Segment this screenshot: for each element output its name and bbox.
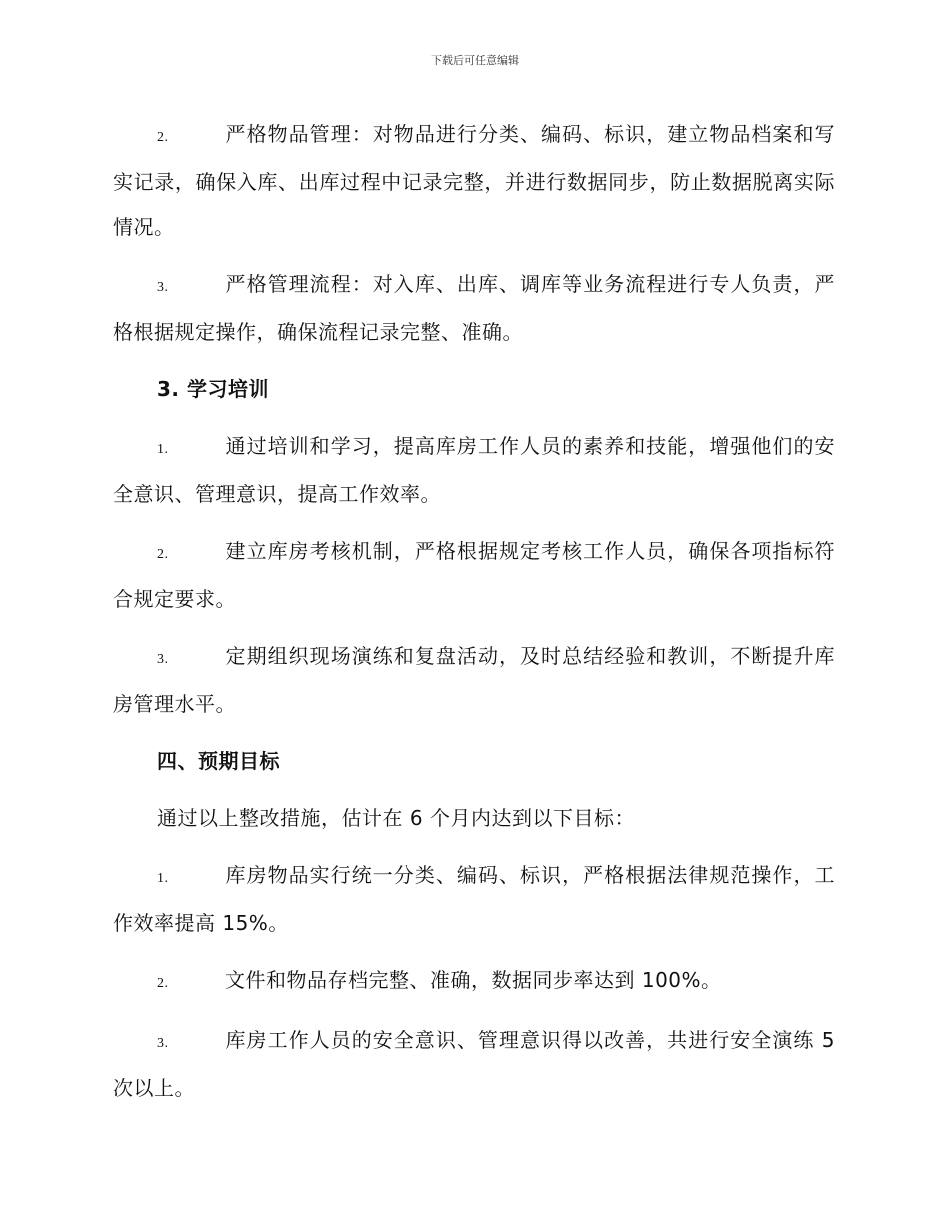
list-item-text: 通过培训和学习，提高库房工作人员的素养和技能，增强他们的安全意识、管理意识，提高工作效率。 bbox=[113, 434, 835, 506]
list-item bbox=[113, 958, 835, 1006]
list-item-text: 严格物品管理：对物品进行分类、编码、标识，建立物品档案和写实记录，确保入库、出库过程中记录完整，并进行数据同步，防止数据脱离实际情况。 bbox=[113, 122, 835, 239]
list-item bbox=[113, 529, 835, 622]
list-item bbox=[113, 634, 835, 727]
list-item bbox=[113, 853, 835, 946]
list-item bbox=[113, 1018, 835, 1111]
list-item-number: 1. bbox=[157, 442, 169, 457]
list-item-text: 严格管理流程：对入库、出库、调库等业务流程进行专人负责，严格根据规定操作，确保流程记录完整、准确。 bbox=[113, 272, 835, 344]
list-item-text: 定期组织现场演练和复盘活动，及时总结经验和教训，不断提升库房管理水平。 bbox=[113, 644, 835, 716]
list-item bbox=[113, 112, 835, 250]
list-item-text: 库房工作人员的安全意识、管理意识得以改善，共进行安全演练 5 次以上。 bbox=[113, 1028, 835, 1100]
list-item-number: 3. bbox=[157, 280, 169, 295]
section-intro: 通过以上整改措施，估计在 6 个月内达到以下目标： bbox=[157, 806, 635, 830]
list-item-number: 3. bbox=[157, 652, 169, 667]
section-heading-training: 3. 学习培训 bbox=[157, 377, 269, 401]
list-item-number: 3. bbox=[157, 1036, 169, 1051]
document-body bbox=[113, 112, 835, 1123]
list-item bbox=[113, 262, 835, 355]
list-item-text: 库房物品实行统一分类、编码、标识，严格根据法律规范操作，工作效率提高 15%。 bbox=[113, 863, 835, 935]
list-item-text: 文件和物品存档完整、准确，数据同步率达到 100%。 bbox=[225, 968, 722, 992]
list-item bbox=[113, 424, 835, 517]
header-note: 下载后可任意编辑 bbox=[431, 54, 519, 67]
section-heading-goals: 四、预期目标 bbox=[157, 749, 280, 773]
list-item-text: 建立库房考核机制，严格根据规定考核工作人员，确保各项指标符合规定要求。 bbox=[113, 539, 835, 611]
list-item-number: 2. bbox=[157, 976, 169, 991]
list-item-number: 2. bbox=[157, 547, 169, 562]
list-item-number: 1. bbox=[157, 871, 169, 886]
list-item-number: 2. bbox=[157, 130, 169, 145]
